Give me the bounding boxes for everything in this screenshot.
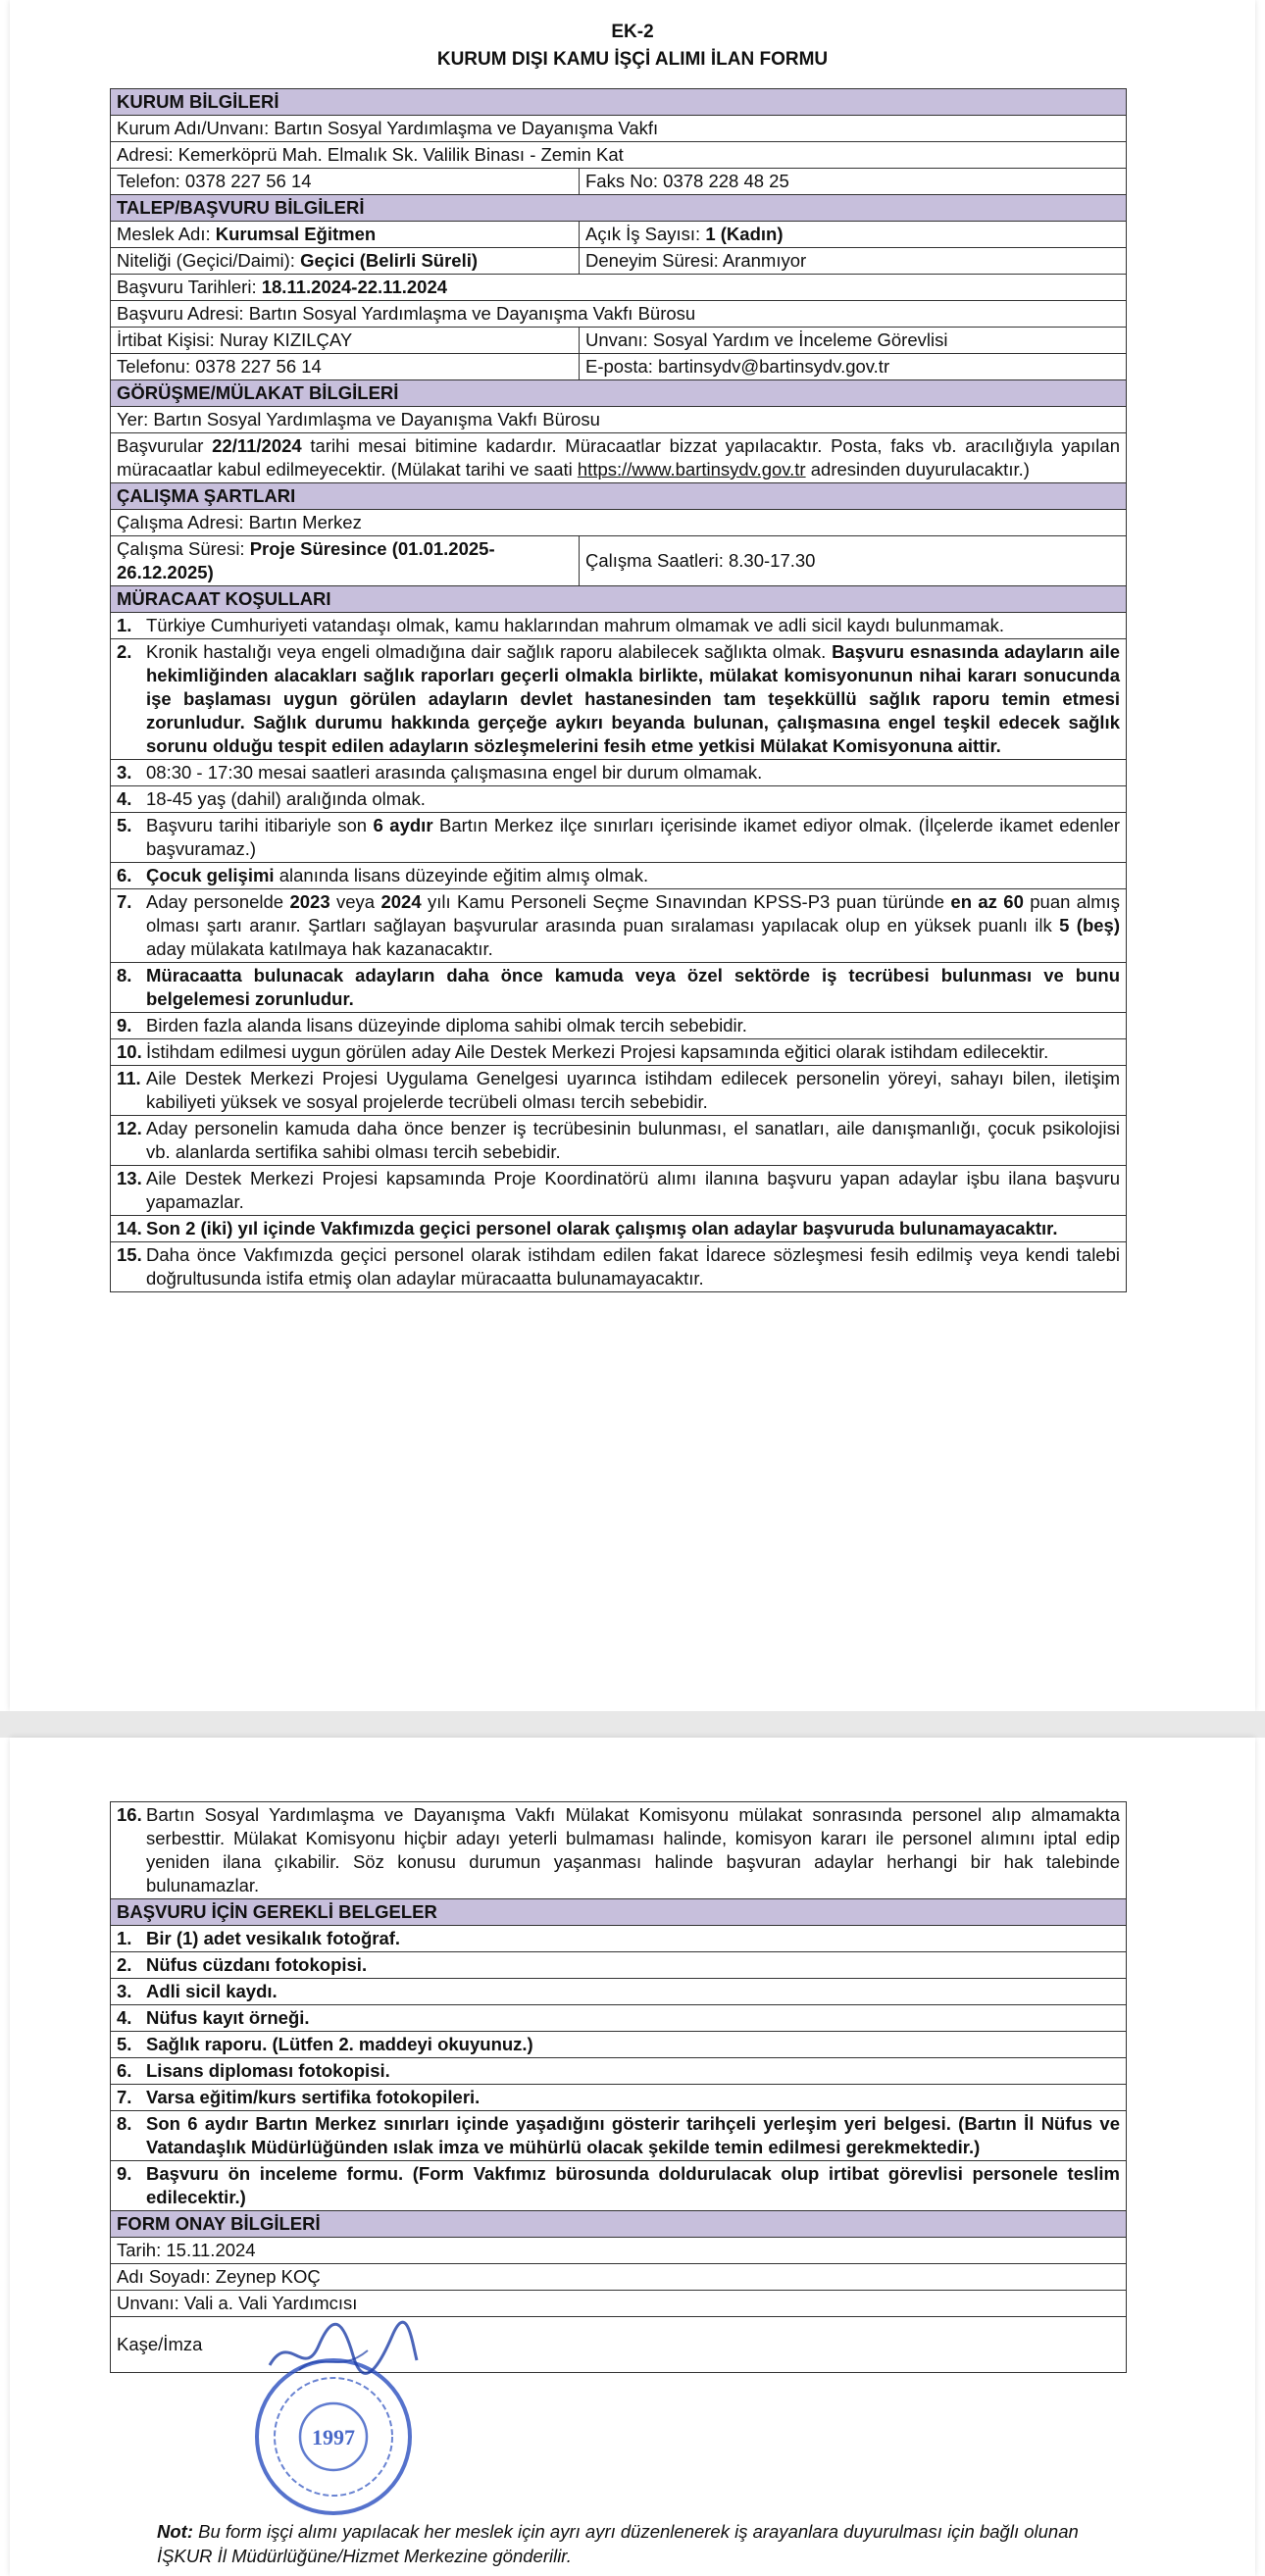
interview-place: Yer: Bartın Sosyal Yardımlaşma ve Dayanışma Vakfı Bürosu <box>111 407 1127 433</box>
kurum-address: Adresi: Kemerköprü Mah. Elmalık Sk. Valilik Binası - Zemin Kat <box>111 142 1127 169</box>
condition-item: 14. Son 2 (iki) yıl içinde Vakfımızda geçici personel olarak çalışmış olan adaylar başvuruda bulunamayacaktır. <box>111 1216 1127 1242</box>
condition-item: 10. İstihdam edilmesi uygun görülen aday Aile Destek Merkezi Projesi kapsamında eğitici olarak istihdam edilecektir. <box>111 1039 1127 1066</box>
condition-item: 3. 08:30 - 17:30 mesai saatleri arasında çalışmasına engel bir durum olmamak. <box>111 760 1127 786</box>
section-calisma: ÇALIŞMA ŞARTLARI <box>111 483 1127 510</box>
approval-title: Unvanı: Vali a. Vali Yardımcısı <box>111 2291 1127 2317</box>
condition-item: 8. Müracaatta bulunacak adayların daha önce kamuda veya özel sektörde iş tecrübesi bulunması ve bunu belgelemesi zorunludur. <box>111 963 1127 1013</box>
apply-dates: Başvuru Tarihleri: 18.11.2024-22.11.2024 <box>111 275 1127 301</box>
contact-title: Unvanı: Sosyal Yardım ve İnceleme Görevlisi <box>580 328 1127 354</box>
condition-item: 15. Daha önce Vakfımızda geçici personel olarak istihdam edilen fakat İdarece sözleşmesi fesih edilmiş veya kendi talebi doğrultusunda istifa etmiş olan adaylar müracaatta bulunamayacaktır. <box>111 1242 1127 1292</box>
condition-item: 7. Aday personelde 2023 veya 2024 yılı Kamu Personeli Seçme Sınavından KPSS-P3 puan türünde en az 60 puan almış olması şartı aranır. Şartları sağlayan başvurular arasında puan sıralaması yapılacak olup en yüksek puanlı ilk 5 (beş) aday mülakata katılmaya hak kazanacaktır. <box>111 889 1127 963</box>
page-gap <box>0 1711 1265 1738</box>
section-muracaat: MÜRACAAT KOŞULLARI <box>111 586 1127 613</box>
experience: Deneyim Süresi: Aranmıyor <box>580 248 1127 275</box>
condition-item: 16. Bartın Sosyal Yardımlaşma ve Dayanışma Vakfı Mülakat Komisyonu mülakat sonrasında personel alıp almamakta serbesttir. Mülakat Komisyonu hiçbir adayı yeterli bulmaması halinde, komisyon kararı ile personel alımını iptal edip yeniden ilana çıkabilir. Söz konusu durumun yaşanması halinde başvuran adaylar herhangi bir hak talebinde bulunamazlar. <box>111 1802 1127 1899</box>
job-type: Niteliği (Geçici/Daimi): Geçici (Belirli Süreli) <box>111 248 580 275</box>
form-table-1 <box>110 88 1127 1292</box>
condition-item: 4. 18-45 yaş (dahil) aralığında olmak. <box>111 786 1127 813</box>
work-hours: Çalışma Saatleri: 8.30-17.30 <box>580 536 1127 586</box>
interview-text: Başvurular 22/11/2024 tarihi mesai bitimine kadardır. Müracaatlar bizzat yapılacaktır. Posta, faks vb. aracılığıyla yapılan müracaatlar kabul edilmeyecektir. (Mülakat tarihi ve saati https://www.bartinsydv.gov.tr adresinden duyurulacaktır.) <box>111 433 1127 483</box>
condition-item: 11. Aile Destek Merkezi Projesi Uygulama Genelgesi uyarınca istihdam edilecek personelin yöreyi, sahayı bilen, iletişim kabiliyeti yüksek ve sosyal projelerde tecrübeli olması tercih sebebidir. <box>111 1066 1127 1116</box>
open-positions: Açık İş Sayısı: 1 (Kadın) <box>580 222 1127 248</box>
condition-item: 9. Birden fazla alanda lisans düzeyinde diploma sahibi olmak tercih sebebidir. <box>111 1013 1127 1039</box>
condition-item: 5. Başvuru tarihi itibariyle son 6 aydır Bartın Merkez ilçe sınırları içerisinde ikamet ediyor olmak. (İlçelerde ikamet edenler başvuramaz.) <box>111 813 1127 863</box>
contact-phone: Telefonu: 0378 227 56 14 <box>111 354 580 380</box>
condition-item: 2. Kronik hastalığı veya engeli olmadığına dair sağlık raporu alabilecek sağlıkta olmak. Başvuru esnasında adayların aile hekimliğinden alacakları sağlık raporları geçerli olmakla birlikte, mülakat komisyonunun nihai kararı sonucunda işe başlaması uygun görülen adayların devlet hastanesinden tam teşekküllü sağlık raporu temin etmesi zorunludur. Sağlık durumu hakkında gerçeğe aykırı beyanda bulunan, çalışmasına engel teşkil edecek sağlık sorunu olduğu tespit edilen adayların sözleşmelerini fesih etme yetkisi Mülakat Komisyonuna aittir. <box>111 639 1127 760</box>
handwritten-signature <box>260 2311 427 2390</box>
kurum-fax: Faks No: 0378 228 48 25 <box>580 169 1127 195</box>
approval-name: Adı Soyadı: Zeynep KOÇ <box>111 2264 1127 2291</box>
condition-item: 12. Aday personelin kamuda daha önce benzer iş tecrübesinin bulunması, el sanatları, aile danışmanlığı, çocuk psikolojisi vb. alanlarda sertifika sahibi olması tercih sebebidir. <box>111 1116 1127 1166</box>
document-item: 5. Sağlık raporu. (Lütfen 2. maddeyi okuyunuz.) <box>111 2032 1127 2058</box>
contact-email: E-posta: bartinsydv@bartinsydv.gov.tr <box>580 354 1127 380</box>
form-title: KURUM DIŞI KAMU İŞÇİ ALIMI İLAN FORMU <box>436 49 829 70</box>
annex-label: EK-2 <box>611 22 654 42</box>
condition-item: 13. Aile Destek Merkezi Projesi kapsamında Proje Koordinatörü alımı ilanına başvuru yapan adaylar işbu ilana başvuru yapamazlar. <box>111 1166 1127 1216</box>
section-talep: TALEP/BAŞVURU BİLGİLERİ <box>111 195 1127 222</box>
document-item: 2. Nüfus cüzdanı fotokopisi. <box>111 1952 1127 1979</box>
form-table-2 <box>110 1801 1127 2373</box>
condition-item: 6. Çocuk gelişimi alanında lisans düzeyinde eğitim almış olmak. <box>111 863 1127 889</box>
work-address: Çalışma Adresi: Bartın Merkez <box>111 510 1127 536</box>
section-onay: FORM ONAY BİLGİLERİ <box>111 2211 1127 2238</box>
section-gorusme: GÖRÜŞME/MÜLAKAT BİLGİLERİ <box>111 380 1127 407</box>
kurum-name: Kurum Adı/Unvanı: Bartın Sosyal Yardımlaşma ve Dayanışma Vakfı <box>111 116 1127 142</box>
document-item: 8. Son 6 aydır Bartın Merkez sınırları içinde yaşadığını gösterir tarihçeli yerleşim yeri belgesi. (Bartın İl Nüfus ve Vatandaşlık Müdürlüğünden ıslak imza ve mühürlü olacak şekilde temin edilmesi gerekmektedir.) <box>111 2111 1127 2161</box>
approval-date: Tarih: 15.11.2024 <box>111 2238 1127 2264</box>
work-duration: Çalışma Süresi: Proje Süresince (01.01.2025-26.12.2025) <box>111 536 580 586</box>
website-link[interactable]: https://www.bartinsydv.gov.tr <box>577 459 806 480</box>
document-item: 1. Bir (1) adet vesikalık fotoğraf. <box>111 1926 1127 1952</box>
form-page-1 <box>10 0 1255 1711</box>
form-page-2 <box>10 1738 1255 2576</box>
kurum-phone: Telefon: 0378 227 56 14 <box>111 169 580 195</box>
contact-person: İrtibat Kişisi: Nuray KIZILÇAY <box>111 328 580 354</box>
footer-note: Not: Bu form işçi alımı yapılacak her meslek için ayrı ayrı düzenlenerek iş arayanlara duyurulması için bağlı olunan İŞKUR İl Müdürlüğüne/Hizmet Merkezine gönderilir. <box>157 2521 1079 2566</box>
svg-text:1997: 1997 <box>312 2425 355 2450</box>
approval-stamp-cell: Kaşe/İmza <box>111 2317 1127 2373</box>
document-item: 9. Başvuru ön inceleme formu. (Form Vakfımız bürosunda doldurulacak olup irtibat görevlisi personele teslim edilecektir.) <box>111 2161 1127 2211</box>
job-name: Meslek Adı: Kurumsal Eğitmen <box>111 222 580 248</box>
document-item: 6. Lisans diploması fotokopisi. <box>111 2058 1127 2085</box>
section-kurum: KURUM BİLGİLERİ <box>111 89 1127 116</box>
apply-address: Başvuru Adresi: Bartın Sosyal Yardımlaşma ve Dayanışma Vakfı Bürosu <box>111 301 1127 328</box>
document-item: 3. Adli sicil kaydı. <box>111 1979 1127 2005</box>
document-item: 4. Nüfus kayıt örneği. <box>111 2005 1127 2032</box>
condition-item: 1. Türkiye Cumhuriyeti vatandaşı olmak, kamu haklarından mahrum olmamak ve adli sicil kaydı bulunmamak. <box>111 613 1127 639</box>
section-belgeler: BAŞVURU İÇİN GEREKLİ BELGELER <box>111 1899 1127 1926</box>
document-item: 7. Varsa eğitim/kurs sertifika fotokopileri. <box>111 2085 1127 2111</box>
